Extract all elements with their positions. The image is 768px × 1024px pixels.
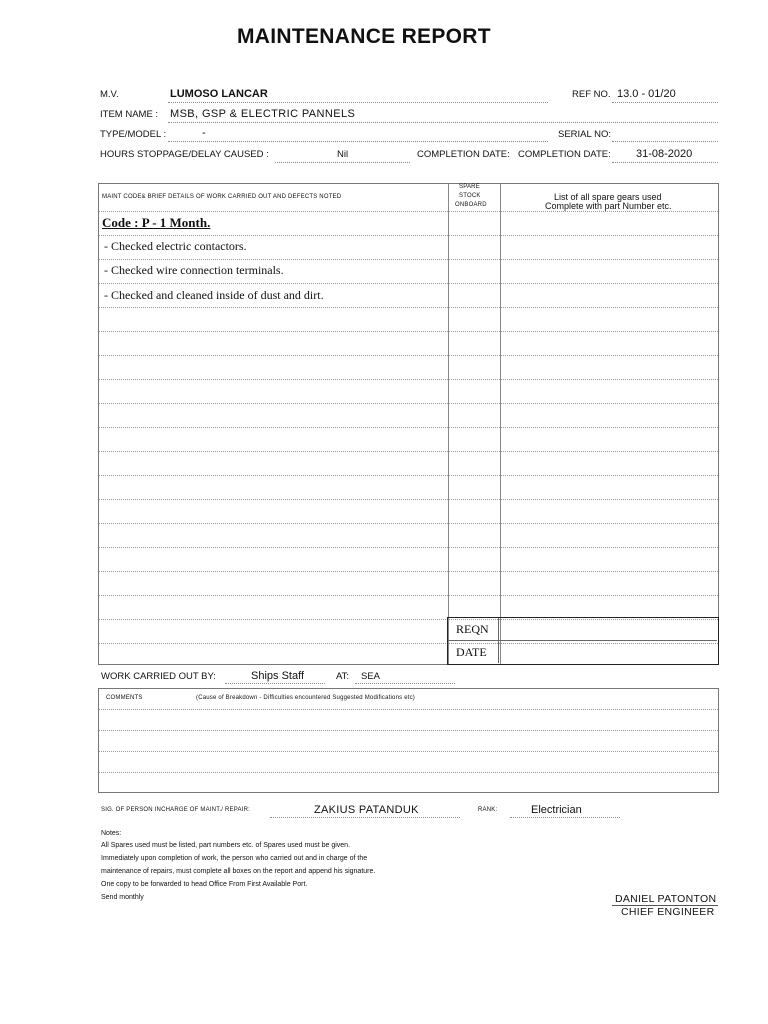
reqn-divider [448,640,717,641]
table-row-line [99,331,718,332]
mv-value: LUMOSO LANCAR [170,88,268,100]
reqn-label: REQN [456,622,489,636]
rank-value: Electrician [531,804,582,816]
table-row-line [99,499,718,500]
page-title: MAINTENANCE REPORT [237,25,491,48]
hours-label: HOURS STOPPAGE/DELAY CAUSED : [100,149,269,160]
serial-label: SERIAL NO: [558,129,611,140]
type-value: - [202,127,206,139]
rank-underline [510,817,620,818]
hours-value: Nil [337,149,349,160]
table-row-line [99,571,718,572]
chief-title: CHIEF ENGINEER [621,906,715,918]
col-divider-1 [448,184,449,664]
comments-line [99,772,718,773]
table-row-line [99,283,718,284]
mv-underline [168,102,548,103]
col2-header-line2: STOCK [459,193,481,199]
table-row-line [99,307,718,308]
table-row-line [99,259,718,260]
hours-underline [275,162,410,163]
completion-label-2: COMPLETION DATE: [518,149,611,160]
table-row-line [99,355,718,356]
maint-code: Code : P - 1 Month. [102,215,211,230]
at-value: SEA [361,671,381,682]
person-label: SIG. OF PERSON INCHARGE OF MAINT./ REPAIR: [101,807,250,813]
notes-line: One copy to be forwarded to head Office From First Available Port. [101,881,308,888]
item-value: MSB, GSP & ELECTRIC PANNELS [170,108,356,120]
table-row-line [99,235,718,236]
notes-line: All Spares used must be listed, part numbers etc. of Spares used must be given. [101,842,351,849]
type-underline [168,141,548,142]
work-item: - Checked electric contactors. [104,239,247,253]
col2-header-line1: SPARE [459,184,480,190]
completion-underline [612,162,718,163]
col3-header-line1: List of all spare gears used [554,192,662,202]
type-label: TYPE/MODEL : [100,129,167,140]
serial-underline [612,141,718,142]
work-carried-value: Ships Staff [251,670,304,682]
work-item: - Checked and cleaned inside of dust and dirt. [104,288,324,302]
comments-label: COMMENTS [106,695,143,701]
completion-value: 31-08-2020 [636,148,693,160]
col1-header: MAINT CODE& BRIEF DETAILS OF WORK CARRIED OUT AND DEFECTS NOTED [102,194,342,200]
completion-label-1: COMPLETION DATE: [417,149,510,160]
at-label: AT: [336,671,350,682]
table-row-line [99,211,718,212]
table-row-line [99,379,718,380]
table-row-line [99,427,718,428]
comments-line [99,751,718,752]
ref-underline [612,102,718,103]
notes-line: maintenance of repairs, must complete all boxes on the report and append his signature. [101,868,376,875]
work-carried-label: WORK CARRIED OUT BY: [101,671,216,682]
work-table [98,183,719,665]
comments-line [99,709,718,710]
table-row-line [99,523,718,524]
table-row-line [99,451,718,452]
table-row-line [99,475,718,476]
table-row-line [99,403,718,404]
reqn-box [447,617,719,665]
col3-header-line2: Complete with part Number etc. [545,201,672,211]
chief-name: DANIEL PATONTON [615,893,717,905]
mv-label: M.V. [100,89,119,100]
notes-line: Send monthly [101,894,144,901]
person-value: ZAKIUS PATANDUK [314,804,419,816]
comments-box [98,688,719,793]
reqn-col-divider [498,618,499,663]
comments-hint: (Cause of Breakdown - Difficulties encountered Suggested Modifications etc) [196,695,415,701]
work-item: - Checked wire connection terminals. [104,263,284,277]
notes-heading: Notes: [101,830,122,837]
notes-line: Immediately upon completion of work, the person who carried out and in charge of the [101,855,368,862]
rank-label: RANK: [478,807,498,813]
comments-line [99,730,718,731]
date-label: DATE [456,645,487,659]
col2-header-line3: ONBOARD [455,202,487,208]
col-divider-2 [500,184,501,664]
ref-label: REF NO. [572,89,611,100]
ref-value: 13.0 - 01/20 [617,88,676,100]
table-row-line [99,595,718,596]
work-carried-underline [225,683,325,684]
item-label: ITEM NAME : [100,109,159,120]
table-row-line [99,547,718,548]
person-underline [270,817,460,818]
at-underline [355,683,455,684]
item-underline [168,122,718,123]
